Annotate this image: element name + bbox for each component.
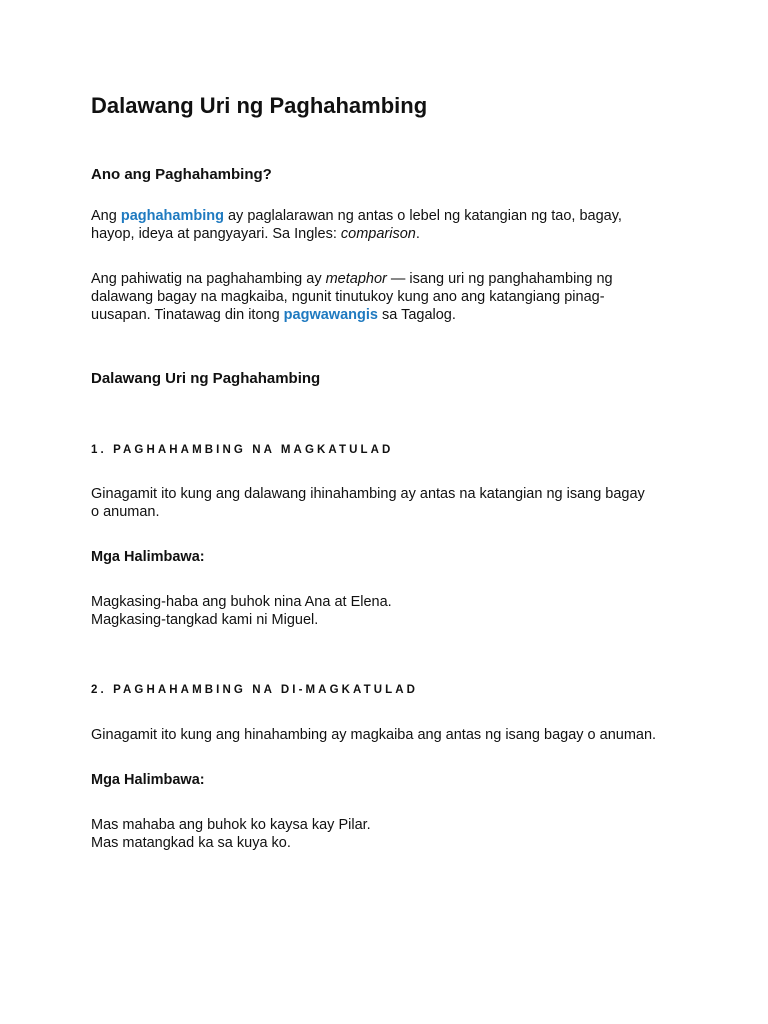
page-title: Dalawang Uri ng Paghahambing [91, 93, 428, 118]
metaphor-paragraph-rest: — isang uri ng panghahambing ng [386, 271, 613, 287]
metaphor-paragraph-line3-prefix: uusapan. Tinatawag din itong [91, 307, 284, 323]
type2-examples-label: Mga Halimbawa: [91, 772, 205, 788]
metaphor-paragraph [91, 270, 691, 324]
metaphor-paragraph-line-3 [91, 306, 691, 324]
intro-paragraph [91, 207, 691, 243]
type1-examples-label: Mga Halimbawa: [91, 549, 205, 565]
type1-examples [91, 593, 691, 629]
paghahambing-link[interactable]: paghahambing [120, 208, 224, 224]
type1-example-2: Magkasing-tangkad kami ni Miguel. [91, 612, 319, 628]
metaphor-paragraph-prefix: Ang pahiwatig na paghahambing ay [91, 271, 326, 287]
type2-heading: 2. PAGHAHAMBING NA DI-MAGKATULAD [91, 684, 419, 696]
intro-paragraph-line2-prefix: hayop, ideya at pangyayari. Sa Ingles: [91, 226, 341, 242]
section-heading: Dalawang Uri ng Paghahambing [91, 370, 321, 387]
pagwawangis-link[interactable]: pagwawangis [283, 307, 378, 323]
intro-paragraph-rest: ay paglalarawan ng antas o lebel ng katangian ng tao, bagay, [223, 208, 622, 224]
comparison-term: comparison [340, 226, 416, 242]
type1-description-line-2: o anuman. [91, 504, 160, 520]
intro-paragraph-prefix: Ang [91, 208, 121, 224]
metaphor-paragraph-line3-suffix: sa Tagalog. [377, 307, 456, 323]
intro-paragraph-line-1 [91, 207, 691, 225]
type2-example-2: Mas matangkad ka sa kuya ko. [91, 835, 291, 851]
type2-examples [91, 816, 691, 852]
metaphor-paragraph-line-1 [91, 270, 691, 288]
metaphor-paragraph-line-2: dalawang bagay na magkaiba, ngunit tinutukoy kung ano ang katangiang pinag- [91, 289, 605, 305]
type1-example-1: Magkasing-haba ang buhok nina Ana at Elena. [91, 594, 392, 610]
type2-example-1: Mas mahaba ang buhok ko kaysa kay Pilar. [91, 817, 371, 833]
type2-description [91, 726, 691, 744]
type2-description-line-1: Ginagamit ito kung ang hinahambing ay magkaiba ang antas ng isang bagay o anuman. [91, 727, 657, 743]
intro-paragraph-line-2 [91, 225, 691, 243]
type1-heading: 1. PAGHAHAMBING NA MAGKATULAD [91, 444, 394, 456]
type1-description [91, 485, 691, 521]
metaphor-term: metaphor [325, 271, 387, 287]
type1-description-line-1: Ginagamit ito kung ang dalawang ihinahambing ay antas na katangian ng isang bagay [91, 486, 645, 502]
intro-paragraph-line2-suffix: . [415, 226, 420, 242]
intro-heading: Ano ang Paghahambing? [91, 166, 272, 183]
